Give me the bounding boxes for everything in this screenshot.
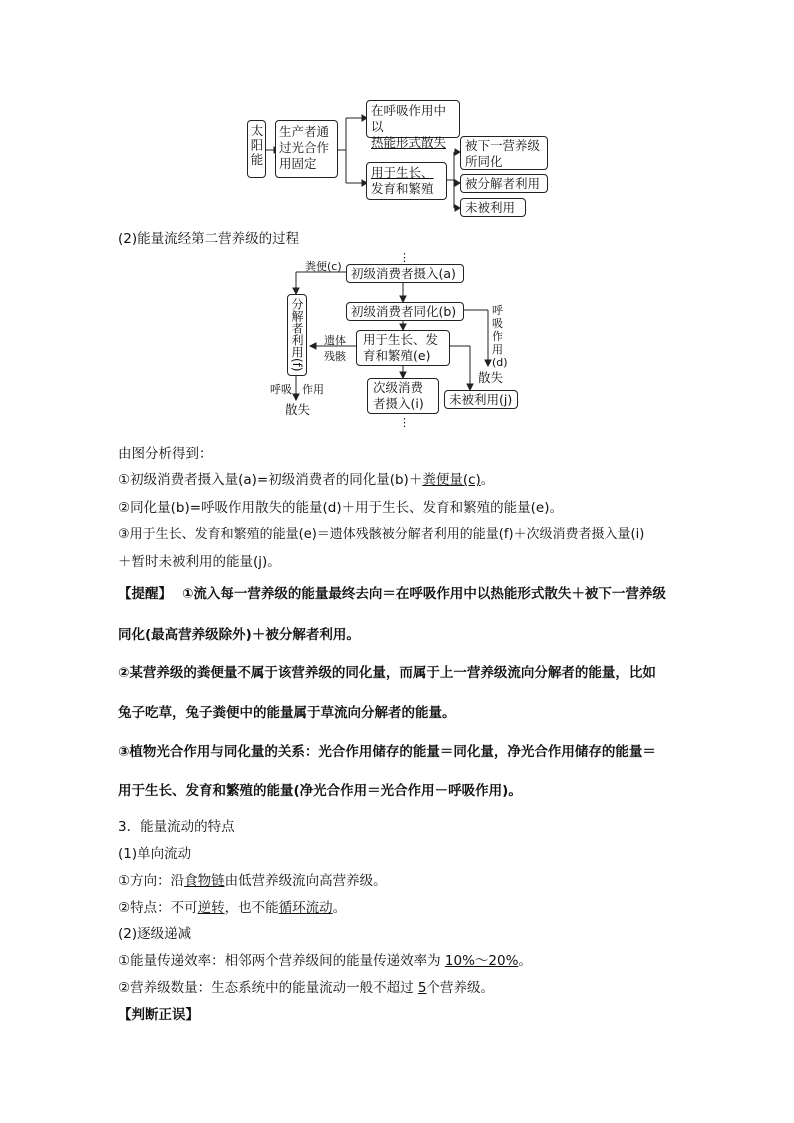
decomposer2-text: 分解者利用(f) — [290, 298, 304, 372]
analysis-line-1: ①初级消费者摄入量(a)=初级消费者的同化量(b)＋粪便量(c)。 — [118, 472, 495, 488]
tip-1a: 【提醒】 ①流入每一营养级的能量最终去向＝在呼吸作用中以热能形式散失＋被下一营养级 — [118, 586, 666, 602]
respiration-d-label: 呼吸作用(d) — [492, 304, 508, 369]
producer-line-1: 生产者通 — [279, 124, 330, 139]
section3-feature: ②特点：不可逆转，也不能循环流动。 — [118, 900, 347, 916]
unused2-box: 未被利用(j) — [444, 390, 518, 409]
growth2-box — [356, 330, 450, 366]
sun-energy-box: 太阳能 — [247, 120, 266, 178]
act-left-label: 作用 — [302, 383, 324, 396]
growth-line-2: 发育和繁殖 — [371, 181, 434, 196]
respiration-line-2: 热能形式散失 — [371, 135, 447, 150]
resp-left-label: 呼吸 — [270, 383, 292, 396]
section3-levels: ②营养级数量：生态系统中的能量流动一般不超过 5个营养级。 — [118, 980, 494, 996]
growth-line-1: 用于生长、 — [371, 165, 434, 180]
analysis-line-3a: ③用于生长、发育和繁殖的能量(e)＝遗体残骸被分解者利用的能量(f)＋次级消费者摄入量(i) — [118, 527, 645, 542]
dots-top: ⋮ — [399, 251, 410, 264]
dissipate-right: 散失 — [478, 370, 504, 385]
decomposer2-box — [287, 294, 307, 376]
unused-box: 未被利用 — [460, 198, 526, 217]
section3-s2: (2)逐级递减 — [118, 926, 192, 942]
section3-direction: ①方向：沿食物链由低营养级流向高营养级。 — [118, 873, 387, 889]
section3-title: 3．能量流动的特点 — [118, 819, 235, 835]
tip-1b: 同化(最高营养级除外)＋被分解者利用。 — [118, 627, 360, 643]
primary-intake-box: 初级消费者摄入(a) — [346, 264, 464, 283]
tip-label: 【提醒】 — [118, 586, 172, 602]
decomposer-box: 被分解者利用 — [460, 174, 548, 193]
analysis-line-2: ②同化量(b)=呼吸作用散失的能量(d)＋用于生长、发育和繁殖的能量(e)。 — [118, 500, 563, 516]
section2-title: (2)能量流经第二营养级的过程 — [118, 231, 300, 247]
section3-efficiency: ①能量传递效率：相邻两个营养级间的能量传递效率为 10%～20%。 — [118, 953, 532, 969]
next-level-line-1: 被下一营养级 — [465, 138, 541, 153]
next-intake-box — [367, 378, 439, 414]
dissipate-left: 散失 — [285, 402, 311, 417]
respiration-line-1: 在呼吸作用中以 — [371, 103, 447, 134]
tip-2b: 兔子吃草，兔子粪便中的能量属于草流向分解者的能量。 — [118, 705, 456, 721]
producer-line-2: 过光合作 — [279, 140, 330, 155]
judge-heading: 【判断正误】 — [118, 1007, 199, 1023]
growth2-line-2: 育和繁殖(e) — [363, 348, 431, 363]
producer-line-3: 用固定 — [279, 156, 317, 171]
next-level-line-2: 所同化 — [465, 154, 503, 169]
remains-label-1: 遗体 — [324, 334, 346, 347]
primary-assimilation-box: 初级消费者同化(b) — [346, 302, 464, 321]
analysis-line-3b: ＋暂时未被利用的能量(j)。 — [118, 554, 281, 570]
growth2-line-1: 用于生长、发 — [363, 332, 439, 347]
remains-label-2: 残骸 — [324, 350, 346, 363]
next-intake-line-1: 次级消费 — [373, 380, 424, 395]
next-intake-line-2: 者摄入(i) — [373, 396, 424, 411]
feces-label: 粪便(c) — [305, 260, 342, 273]
dots-bottom: ⋮ — [399, 416, 410, 429]
section3-s1: (1)单向流动 — [118, 846, 192, 862]
tip-3a: ③植物光合作用与同化量的关系：光合作用储存的能量＝同化量，净光合作用储存的能量＝ — [118, 744, 656, 760]
analysis-intro: 由图分析得到： — [118, 446, 213, 462]
tip-3b: 用于生长、发育和繁殖的能量(净光合作用＝光合作用－呼吸作用)。 — [118, 783, 522, 799]
tip-2a: ②某营养级的粪便量不属于该营养级的同化量，而属于上一营养级流向分解者的能量，比如 — [118, 665, 656, 681]
